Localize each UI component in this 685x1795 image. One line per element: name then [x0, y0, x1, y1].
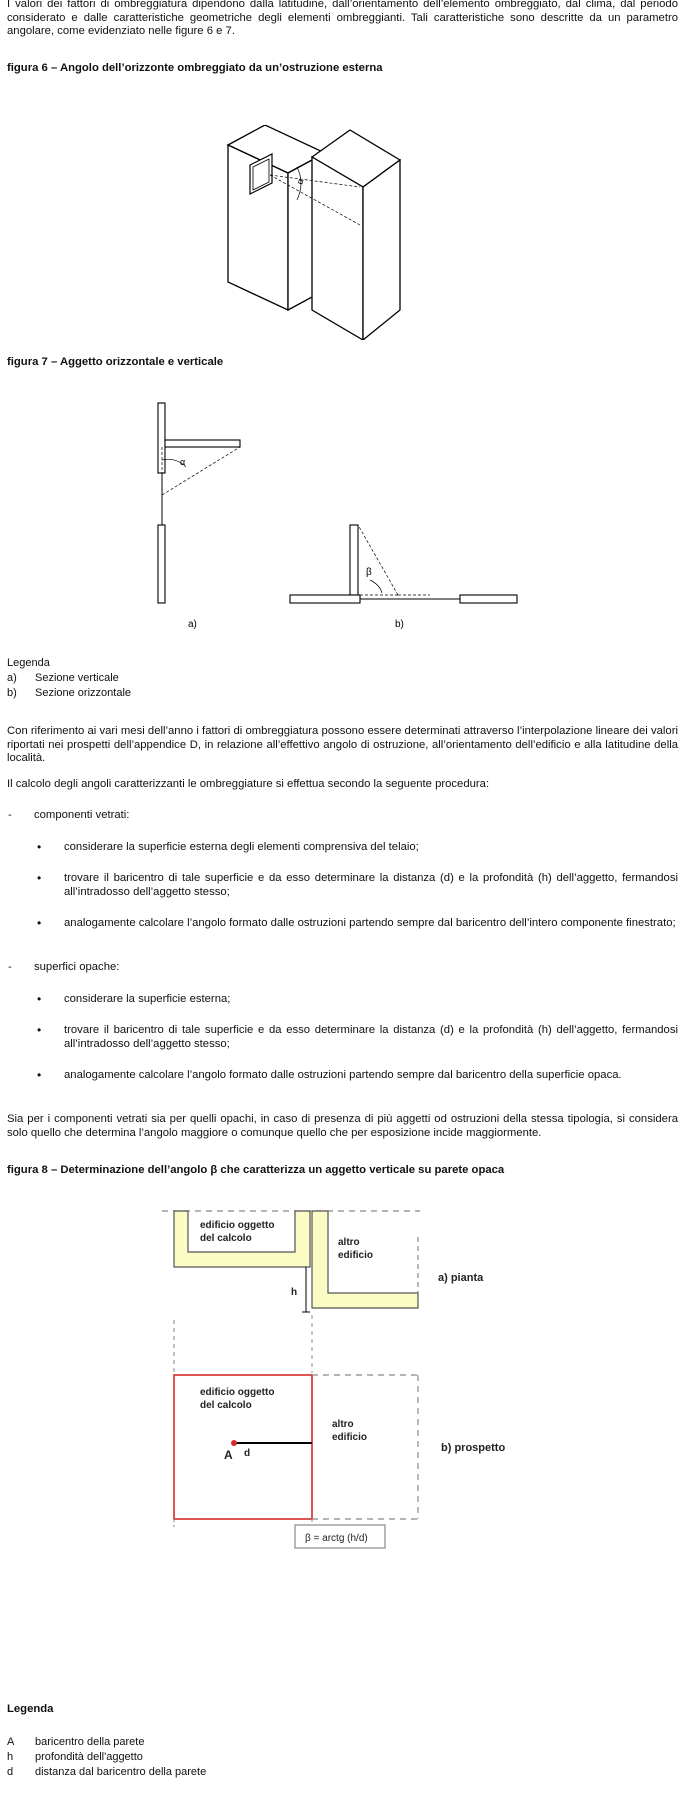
elev-other-label-1: altro — [332, 1419, 354, 1430]
plan-other-label-2: edificio — [338, 1250, 374, 1261]
formula: β = arctg (h/d) — [305, 1533, 368, 1544]
list-item: analogamente calcolare l’angolo formato dalle ostruzioni partendo sempre dal baricentro della superficie opaca. — [64, 1069, 622, 1081]
elevation-caption: b) prospetto — [441, 1442, 506, 1454]
figure-7-caption: figura 7 – Aggetto orizzontale e verticale — [7, 356, 224, 368]
figure-7-label-b: b) — [395, 619, 404, 630]
figure-6-drawing — [225, 125, 465, 340]
paragraph-2: Con riferimento ai vari mesi dell’anno i fattori di ombreggiatura possono essere determinati attraverso l’interpolazione lineare dei valori riportati nei prospetti dell’appendice D, in relazione all’effettivo angolo di ostruzione, all’orientamento dell’edificio e alla latitudine della località. — [7, 725, 678, 765]
elev-building-label-2: del calcolo — [200, 1400, 252, 1411]
paragraph-3: Il calcolo degli angoli caratterizzanti le ombreggiature si effettua secondo la seguente procedura: — [7, 778, 490, 790]
point-a-label: A — [224, 1448, 233, 1462]
figure-8-caption: figura 8 – Determinazione dell’angolo β che caratterizza un aggetto verticale su parete opaca — [7, 1164, 505, 1176]
intro-paragraph: I valori dei fattori di ombreggiatura dipendono dalla latitudine, dall’orientamento dell’elemento ombreggiato, dal clima, dal periodo considerato e dalle caratteristiche geometriche degli elementi ombreggianti. Tali caratteristiche sono descritte da un parametro angolare, come evidenziato nelle figure 6 e 7. — [7, 0, 678, 38]
plan-other-label-1: altro — [338, 1237, 360, 1248]
figure-7-alpha: α — [180, 457, 186, 467]
bullet: • — [37, 871, 42, 885]
figure-7-legend — [7, 656, 131, 701]
list-item: trovare il baricentro di tale superficie e da esso determinare la distanza (d) e la profondità (h) dell’aggetto, fermandosi all’intradosso dell’aggetto stesso; — [64, 1024, 678, 1050]
dash-marker: - — [8, 961, 12, 973]
list-item: trovare il baricentro di tale superficie e da esso determinare la distanza (d) e la profondità (h) dell’aggetto, fermandosi all’intradosso dell’aggetto stesso; — [64, 872, 678, 898]
plan-building-label-1: edificio oggetto — [200, 1220, 275, 1231]
figure-7-drawing — [140, 395, 530, 635]
bullet: • — [37, 1023, 42, 1037]
figure-7-label-a: a) — [188, 619, 197, 630]
elev-building-label-1: edificio oggetto — [200, 1387, 275, 1398]
group-title-opache: superfici opache: — [34, 961, 120, 973]
bullet: • — [37, 916, 42, 930]
figure-6-alpha: α — [294, 177, 306, 186]
list-item: considerare la superficie esterna; — [64, 993, 231, 1005]
legend-title: Legenda — [7, 657, 50, 669]
group-title-vetrati: componenti vetrati: — [34, 809, 130, 821]
legend-item: b) Sezione orizzontale — [7, 687, 132, 699]
legend-item: d distanza dal baricentro della parete — [7, 1766, 207, 1778]
d-label: d — [244, 1448, 251, 1459]
dash-marker: - — [8, 809, 12, 821]
h-label: h — [291, 1287, 298, 1298]
legend-item: h profondità dell'aggetto — [7, 1751, 143, 1763]
list-item: analogamente calcolare l’angolo formato dalle ostruzioni partendo sempre dal baricentro dell’intero componente finestrato; — [64, 917, 676, 929]
bullet: • — [37, 992, 42, 1006]
paragraph-4: Sia per i componenti vetrati sia per quelli opachi, in caso di presenza di più aggetti od ostruzioni della stessa tipologia, si considera solo quello che determina l’angolo maggiore o comunque quello che per esposizione incide maggiormente. — [7, 1113, 678, 1139]
legend-2-title: Legenda — [7, 1703, 54, 1715]
legend-item: a) Sezione verticale — [7, 672, 119, 684]
figure-8-legend — [7, 1735, 206, 1780]
figure-8-drawing — [160, 1205, 540, 1650]
list-item: considerare la superficie esterna degli elementi comprensiva del telaio; — [64, 841, 419, 853]
bullet: • — [37, 1068, 42, 1082]
plan-building-label-2: del calcolo — [200, 1233, 252, 1244]
elev-other-label-2: edificio — [332, 1432, 368, 1443]
plan-caption: a) pianta — [438, 1272, 484, 1284]
figure-6-caption: figura 6 – Angolo dell’orizzonte ombreggiato da un’ostruzione esterna — [7, 62, 383, 74]
figure-7-beta: β — [366, 567, 372, 578]
legend-item: A baricentro della parete — [7, 1736, 145, 1748]
bullet: • — [37, 840, 42, 854]
